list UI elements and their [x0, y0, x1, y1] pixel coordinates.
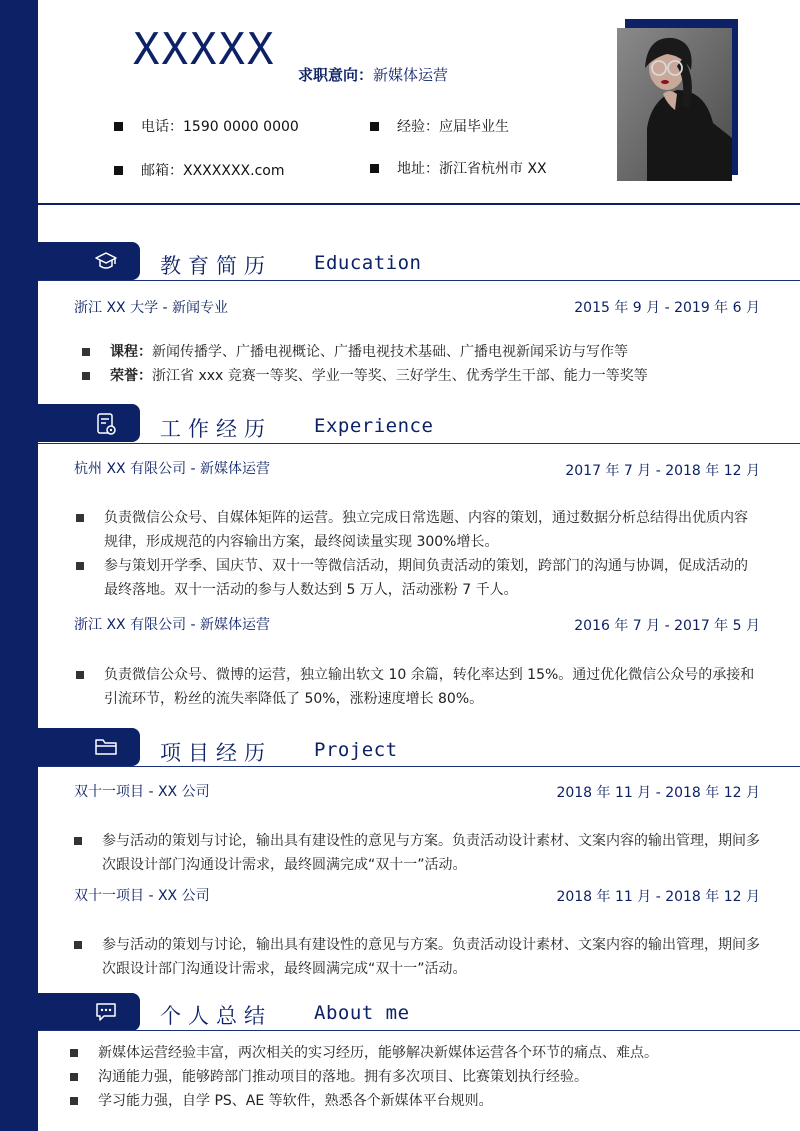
job-2-date: 2016 年 7 月 - 2017 年 5 月	[574, 618, 760, 634]
project-2-head: 双十一项目 - XX 公司	[74, 888, 210, 904]
list-item: 负责微信公众号、自媒体矩阵的运营。独立完成日常选题、内容的策划，通过数据分析总结得出优质内容规律，形成规范的内容输出方案，最终阅读量实现 300%增长。	[76, 506, 760, 554]
education-school: 浙江 XX 大学 - 新闻专业	[74, 300, 229, 316]
list-item: 参与活动的策划与讨论，输出具有建设性的意见与方案。负责活动设计素材、文案内容的输出管理，期间多次跟设计部门沟通设计需求，最终圆满完成“双十一”活动。	[74, 933, 760, 981]
contact-address	[370, 158, 547, 178]
project-1-date: 2018 年 11 月 - 2018 年 12 月	[556, 785, 760, 801]
summary-divider	[38, 1030, 800, 1031]
work-divider	[38, 443, 800, 444]
honor-text: 浙江省 xxx 竞赛一等奖、学业一等奖、三好学生、优秀学生干部、能力一等奖等	[152, 368, 648, 384]
project-section-title-en: Project	[314, 739, 398, 761]
summary-section-title: 个人总结	[160, 1004, 272, 1028]
project-1-head: 双十一项目 - XX 公司	[74, 784, 210, 800]
job-1-head: 杭州 XX 有限公司 - 新媒体运营	[74, 461, 271, 477]
education-section-tab	[38, 242, 140, 280]
bullet-square-icon	[370, 164, 379, 173]
left-sidebar-band	[0, 0, 38, 1131]
list-item: 参与活动的策划与讨论，输出具有建设性的意见与方案。负责活动设计素材、文案内容的输出管理，期间多次跟设计部门沟通设计需求，最终圆满完成“双十一”活动。	[74, 829, 760, 877]
phone-text: 电话：1590 0000 0000	[141, 119, 299, 135]
summary-section-title-en: About me	[314, 1002, 410, 1024]
bullet-square-icon	[370, 122, 379, 131]
list-item: 参与策划开学季、国庆节、双十一等微信活动，期间负责活动的策划，跨部门的沟通与协调，促成活动的最终落地。双十一活动的参与人数达到 5 万人，活动涨粉 7 千人。	[76, 554, 760, 602]
job-intent	[298, 64, 448, 85]
job-2-list	[76, 663, 760, 711]
graduation-cap-icon	[94, 250, 118, 272]
experience-text: 经验：应届毕业生	[397, 119, 509, 135]
job-1-date: 2017 年 7 月 - 2018 年 12 月	[565, 463, 760, 479]
person-portrait-icon	[617, 28, 732, 181]
document-icon	[94, 412, 118, 436]
course-key: 课程：	[110, 344, 152, 360]
summary-list	[70, 1041, 770, 1113]
list-item	[82, 364, 762, 388]
list-item	[82, 340, 762, 364]
list-item: 新媒体运营经验丰富，两次相关的实习经历，能够解决新媒体运营各个环节的痛点、难点。	[70, 1041, 770, 1065]
contact-email	[114, 160, 285, 180]
chat-icon	[94, 1001, 118, 1023]
job-1-list	[76, 506, 760, 602]
education-section-title-en: Education	[314, 252, 422, 274]
work-section-title: 工作经历	[160, 417, 272, 441]
project-2-date: 2018 年 11 月 - 2018 年 12 月	[556, 889, 760, 905]
list-item: 学习能力强，自学 PS、AE 等软件，熟悉各个新媒体平台规则。	[70, 1089, 770, 1113]
project-divider	[38, 766, 800, 767]
work-section-tab	[38, 404, 140, 442]
list-item: 沟通能力强，能够跨部门推动项目的落地。拥有多次项目、比赛策划执行经验。	[70, 1065, 770, 1089]
summary-section-tab	[38, 993, 140, 1031]
education-section-title: 教育简历	[160, 254, 272, 278]
bullet-square-icon	[114, 122, 123, 131]
candidate-name: XXXXX	[133, 24, 276, 75]
list-item: 负责微信公众号、微博的运营，独立输出软文 10 余篇，转化率达到 15%。通过优化微信公众号的承接和引流环节，粉丝的流失率降低了 50%，涨粉速度增长 80%。	[76, 663, 760, 711]
project-section-tab	[38, 728, 140, 766]
education-date: 2015 年 9 月 - 2019 年 6 月	[574, 300, 760, 316]
job-intent-value: 新媒体运营	[373, 66, 449, 84]
contact-experience	[370, 116, 509, 136]
bullet-square-icon	[114, 166, 123, 175]
course-text: 新闻传播学、广播电视概论、广播电视技术基础、广播电视新闻采访与写作等	[152, 344, 628, 360]
work-section-title-en: Experience	[314, 415, 434, 437]
project-2-list	[74, 933, 760, 981]
honor-key: 荣誉：	[110, 368, 152, 384]
email-text: 邮箱：XXXXXXX.com	[141, 163, 285, 179]
education-list	[82, 340, 762, 388]
folder-icon	[94, 736, 118, 758]
profile-photo	[617, 28, 732, 181]
header-divider	[38, 203, 800, 205]
project-section-title: 项目经历	[160, 741, 272, 765]
project-1-list	[74, 829, 760, 877]
contact-phone	[114, 116, 299, 136]
job-2-head: 浙江 XX 有限公司 - 新媒体运营	[74, 617, 271, 633]
address-text: 地址：浙江省杭州市 XX	[397, 161, 547, 177]
education-divider	[38, 280, 800, 281]
job-intent-label: 求职意向：	[298, 66, 374, 84]
